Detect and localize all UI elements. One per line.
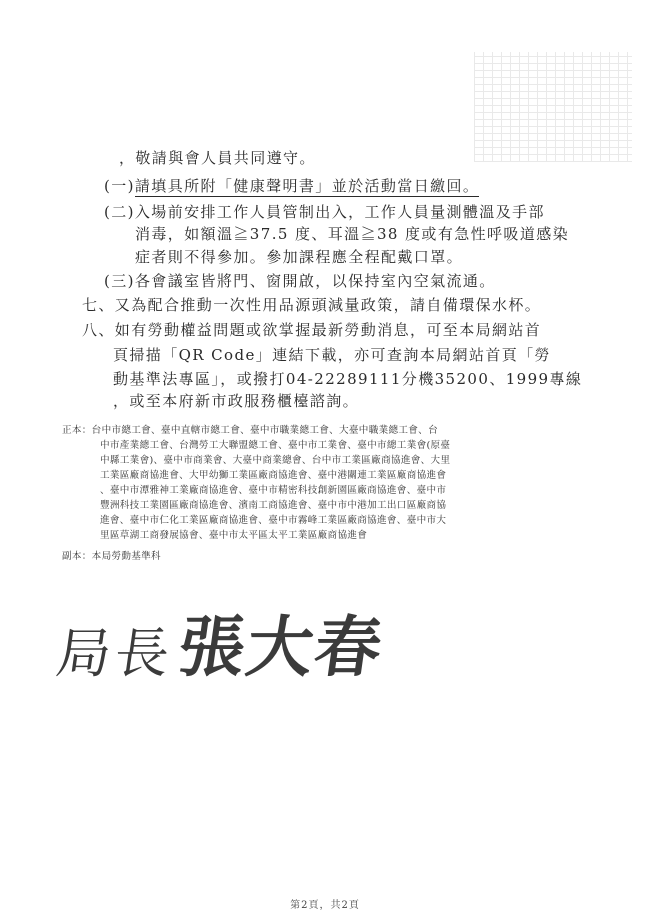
distribution-line: 豐洲科技工業園區廠商協進會、濱南工商協進會、臺中市中港加工出口區廠商協 bbox=[100, 500, 447, 511]
page-number: 第2頁，共2頁 bbox=[290, 900, 360, 911]
body-line: (三)各會議室皆將門、窗開啟，以保持室內空氣流通。 bbox=[104, 272, 496, 290]
underlined-text: 請填具所附「健康聲明書」並於活動當日繳回。 bbox=[134, 177, 480, 195]
signature-title: 局長 bbox=[52, 622, 178, 685]
body-line: ，或至本府新市政服務櫃檯諮詢。 bbox=[113, 392, 360, 410]
distribution-line: 中市產業總工會、台灣勞工大聯盟總工會、臺中市工業會、臺中市總工業會(原臺 bbox=[100, 440, 451, 451]
distribution-line: 中縣工業會)、臺中市商業會、大臺中商業總會、台中市工業區廠商協進會、大里 bbox=[100, 455, 451, 466]
body-line: 七、又為配合推動一次性用品源頭減量政策，請自備環保水杯。 bbox=[82, 296, 542, 314]
item-number: (一) bbox=[104, 177, 135, 195]
distribution-line: 工業區廠商協進會、大甲幼獅工業區廠商協進會、臺中港關連工業區廠商協進會 bbox=[100, 470, 447, 481]
distribution-line: 正本：台中市總工會、臺中直轄市總工會、臺中市職業總工會、大臺中職業總工會、台 bbox=[62, 425, 438, 436]
distribution-line: 、臺中市潭雅神工業廠商協進會、臺中市精密科技創新園區廠商協進會、臺中市 bbox=[100, 485, 447, 496]
body-line: 八、如有勞動權益問題或欲掌握最新勞動消息，可至本局網站首 bbox=[82, 321, 542, 339]
distribution-line: 里區草湖工商發展協會、臺中市太平區太平工業區廠商協進會 bbox=[100, 530, 368, 541]
body-line: 症者則不得參加。參加課程應全程配戴口罩。 bbox=[135, 248, 464, 266]
body-line: 動基準法專區」，或撥打04-22289111分機35200、1999專線 bbox=[113, 370, 583, 388]
distribution-line: 進會、臺中市仁化工業區廠商協進會、臺中市霧峰工業區廠商協進會、臺中市大 bbox=[100, 515, 447, 526]
body-line: 消毒，如額溫≧37.5 度、耳溫≧38 度或有急性呼吸道感染 bbox=[135, 225, 570, 243]
signature-name: 張大春 bbox=[173, 609, 389, 686]
body-line: (二)入場前安排工作人員管制出入，工作人員量測體溫及手部 bbox=[104, 203, 545, 221]
body-line: ，敬請與會人員共同遵守。 bbox=[119, 149, 316, 167]
body-line: 頁掃描「QR Code」連結下載，亦可查詢本局網站首頁「勞 bbox=[113, 346, 551, 364]
body-line bbox=[104, 177, 479, 195]
signature-seal bbox=[52, 604, 389, 686]
stamp-residue bbox=[474, 52, 632, 162]
distribution-copy: 副本：本局勞動基準科 bbox=[62, 551, 161, 562]
